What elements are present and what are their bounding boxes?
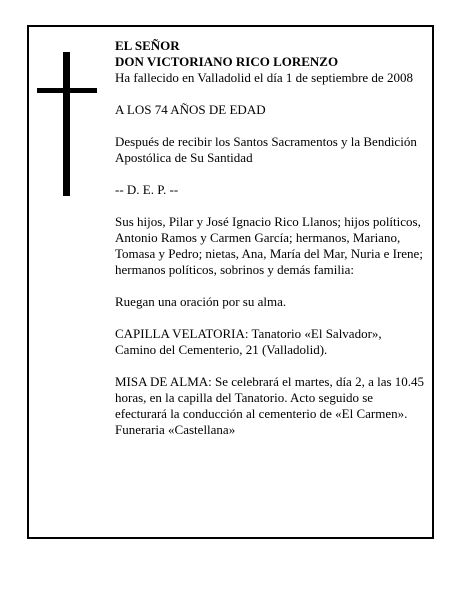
age-line: A LOS 74 AÑOS DE EDAD bbox=[115, 102, 266, 117]
obituary-text bbox=[115, 38, 425, 438]
family-list: Sus hijos, Pilar y José Ignacio Rico Llanos; hijos políticos, Antonio Ramos y Carmen García; hermanos, Mariano, Tomasa y Pedro; nietas, Ana, María del Mar, Nuria e Irene; hermanos políticos, sobrinos y demás familia: bbox=[115, 214, 423, 277]
cross-icon-bar bbox=[37, 88, 97, 93]
prayer-request: Ruegan una oración por su alma. bbox=[115, 294, 287, 309]
title-line-1: EL SEÑOR bbox=[115, 38, 180, 53]
deceased-name: DON VICTORIANO RICO LORENZO bbox=[115, 54, 339, 69]
sacraments-line: Después de recibir los Santos Sacramentos y la Bendición Apostólica de Su Santidad bbox=[115, 134, 417, 165]
mass-info: MISA DE ALMA: Se celebrará el martes, día 2, a las 10.45 horas, en la capilla del Tanatorio. Acto seguido se efecturará la conducción al cementerio de «El Carmen». Funeraria «Castellana» bbox=[115, 374, 425, 437]
death-announcement: Ha fallecido en Valladolid el día 1 de septiembre de 2008 bbox=[115, 70, 413, 85]
rip-line: -- D. E. P. -- bbox=[115, 182, 179, 197]
cross-icon bbox=[63, 52, 70, 196]
chapel-info: CAPILLA VELATORIA: Tanatorio «El Salvador», Camino del Cementerio, 21 (Valladolid). bbox=[115, 326, 382, 357]
